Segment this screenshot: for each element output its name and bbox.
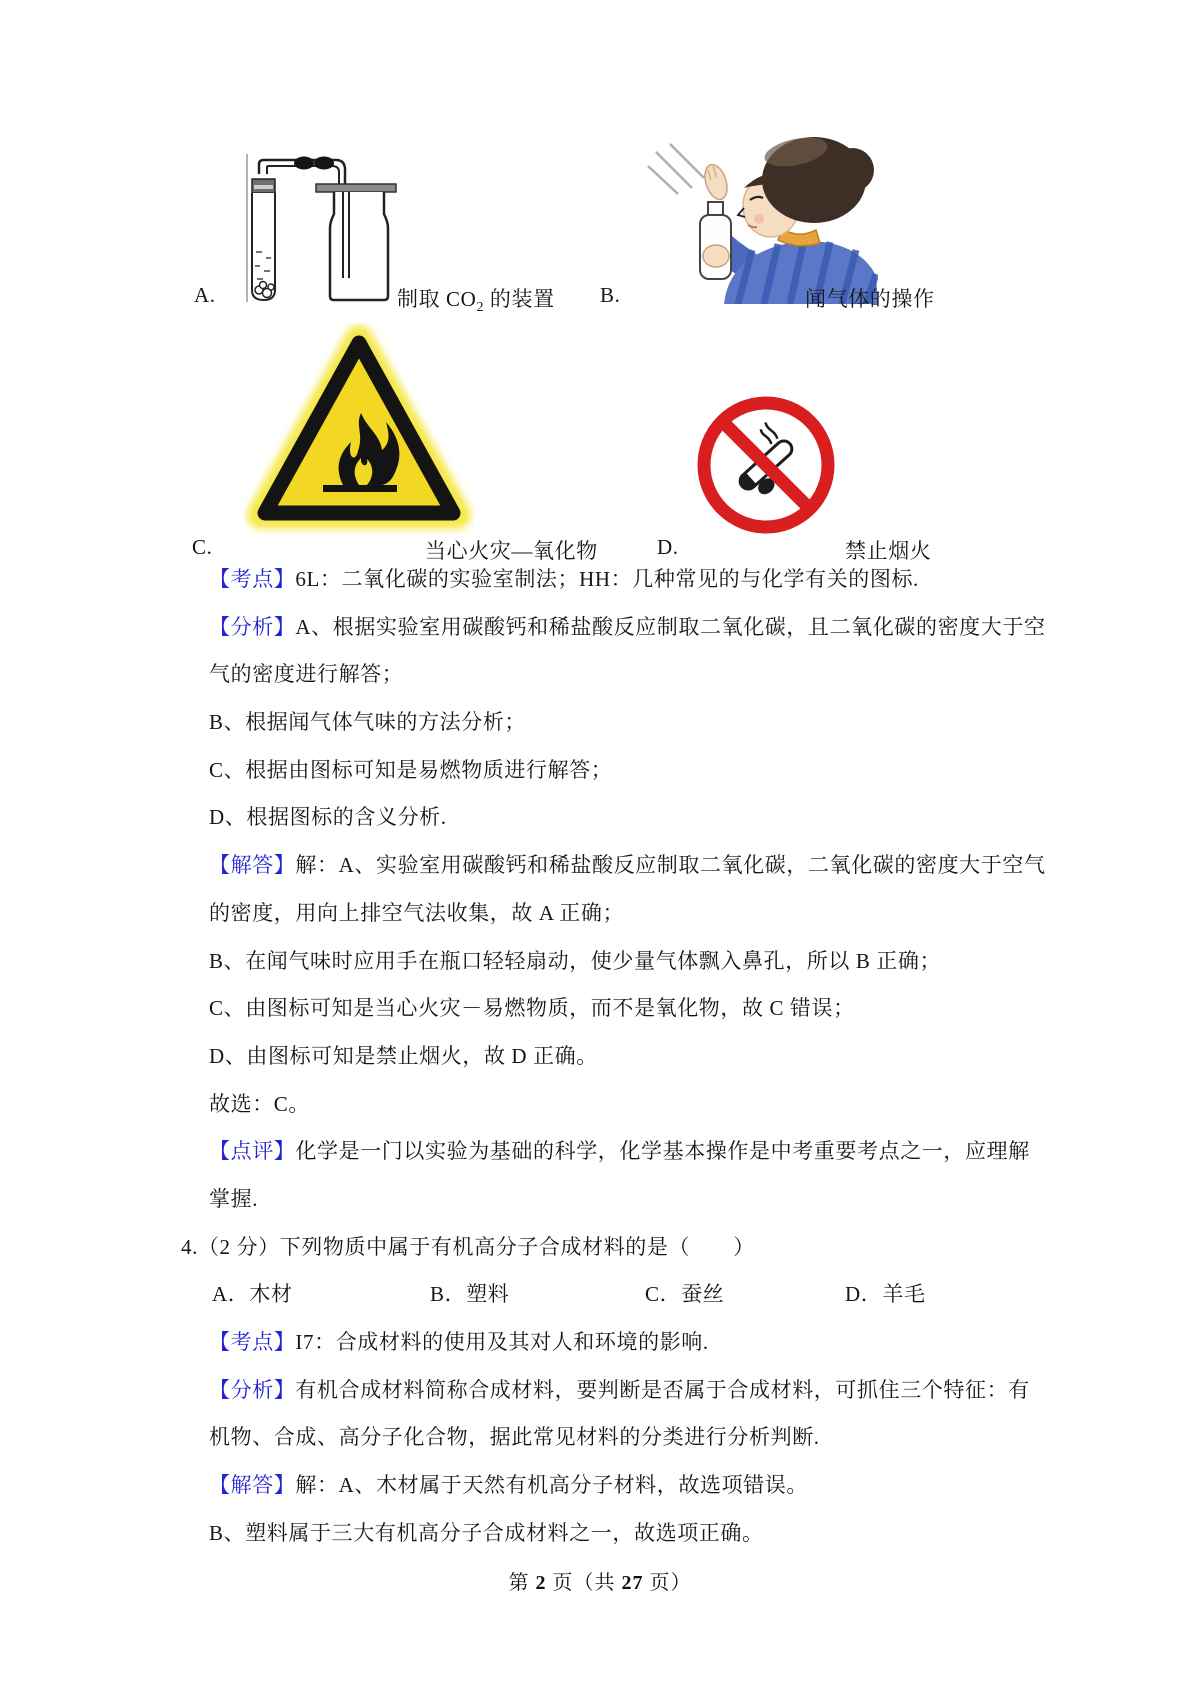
body-line: D、由图标可知是禁止烟火，故 D 正确。 — [209, 1043, 598, 1068]
body-line: 故选：C。 — [209, 1091, 311, 1116]
footer-middle: 页（共 — [546, 1572, 622, 1594]
body-line: B、根据闻气体气味的方法分析； — [209, 710, 527, 735]
section-tag: 【点评】 — [209, 1139, 296, 1164]
footer-prefix: 第 — [508, 1572, 536, 1594]
body-line — [209, 1462, 1039, 1510]
q4-options-row — [209, 1271, 1039, 1319]
line-text: 6L：二氧化碳的实验室制法；HH：几种常见的与化学有关的图标. — [295, 567, 919, 591]
section-tag: 【解答】 — [209, 853, 296, 878]
q4-option: A．木材 — [212, 1282, 293, 1307]
answer-text-block — [181, 556, 1046, 1557]
body-line: 4.（2 分）下列物质中属于有机高分子合成材料的是（ ） — [181, 1234, 755, 1259]
wafting-hand — [701, 162, 731, 202]
co2-subscript: 2 — [476, 300, 485, 316]
section-tag: 【分析】 — [209, 614, 296, 639]
body-line — [209, 556, 1039, 604]
glass-plate — [316, 184, 396, 192]
page-footer — [0, 1566, 1200, 1595]
body-line: 的密度，用向上排空气法收集，故 A 正确； — [209, 900, 625, 925]
tube-connector — [314, 157, 334, 170]
q4-option: B．塑料 — [430, 1282, 510, 1307]
body-line: C、根据由图标可知是易燃物质进行解答； — [209, 757, 613, 782]
body-line — [209, 1319, 1039, 1367]
line-text: 化学是一门以实验为基础的科学，化学基本操作是中考重要考点之一，应理解 — [295, 1139, 1030, 1164]
holding-hand — [703, 245, 729, 267]
bottle-neck — [708, 202, 723, 216]
total-page-number: 27 — [621, 1572, 644, 1594]
body-line — [209, 1128, 1039, 1176]
option-a-label: A. — [194, 283, 216, 307]
line-text: 解：A、木材属于天然有机高分子材料，故选项错误。 — [295, 1473, 808, 1498]
fire-warning-sign-figure — [243, 323, 475, 535]
co2-apparatus-drawing — [240, 152, 400, 304]
body-line: B、塑料属于三大有机高分子合成材料之一，故选项正确。 — [209, 1520, 764, 1545]
section-tag: 【解答】 — [209, 1473, 296, 1498]
figure-d-caption: 禁止烟火 — [845, 539, 932, 563]
body-line: D、根据图标的含义分析. — [209, 805, 447, 830]
body-line — [209, 604, 1046, 652]
no-smoking-sign-figure — [692, 391, 840, 539]
current-page-number: 2 — [535, 1572, 547, 1594]
body-line: 机物、合成、高分子化合物，据此常见材料的分类进行分析判断. — [209, 1425, 820, 1450]
no-smoking-sign — [692, 391, 840, 539]
option-c-label: C. — [192, 535, 213, 559]
blush — [754, 214, 764, 224]
line-text: I7：合成材料的使用及其对人和环境的影响. — [295, 1330, 709, 1354]
gas-collecting-bottle — [330, 192, 388, 300]
waft-motion-lines — [648, 144, 704, 194]
footer-suffix: 页） — [643, 1572, 692, 1594]
figure-c-caption: 当心火灾—氧化物 — [425, 539, 598, 563]
option-d-label: D. — [657, 535, 679, 559]
body-line: 掌握. — [209, 1186, 259, 1211]
figure-b-caption: 闻气体的操作 — [805, 287, 935, 311]
line-text: A、根据实验室用碳酸钙和稀盐酸反应制取二氧化碳，且二氧化碳的密度大于空 — [295, 614, 1046, 639]
body-line: B、在闻气味时应用手在瓶口轻轻扇动，使少量气体飘入鼻孔，所以 B 正确； — [209, 948, 942, 973]
caption-a-prefix: 制取 CO — [397, 287, 477, 311]
body-line — [209, 1367, 1039, 1415]
smelling-gas-figure — [628, 126, 878, 304]
fire-warning-sign — [243, 323, 475, 535]
tube-connector — [294, 157, 314, 170]
line-text: 有机合成材料简称合成材料，要判断是否属于合成材料，可抓住三个特征：有 — [295, 1377, 1030, 1402]
option-b-label: B. — [600, 283, 621, 307]
stopper-band — [254, 185, 273, 189]
figure-a-caption — [397, 283, 555, 316]
section-tag: 【分析】 — [209, 1377, 296, 1402]
co2-apparatus-figure — [240, 152, 400, 304]
body-line: C、由图标可知是当心火灾－易燃物质，而不是氧化物，故 C 错误； — [209, 996, 855, 1021]
section-tag: 【考点】 — [209, 567, 296, 591]
line-text: 解：A、实验室用碳酸钙和稀盐酸反应制取二氧化碳，二氧化碳的密度大于空气 — [295, 853, 1046, 878]
body-line: 气的密度进行解答； — [209, 662, 404, 687]
hair-bun — [830, 148, 874, 192]
smelling-gas-drawing — [628, 126, 878, 304]
caption-a-suffix: 的装置 — [484, 287, 555, 311]
q4-option: C．蚕丝 — [645, 1282, 725, 1307]
body-line — [209, 842, 1046, 890]
q4-option: D．羊毛 — [845, 1282, 926, 1307]
section-tag: 【考点】 — [209, 1330, 296, 1354]
